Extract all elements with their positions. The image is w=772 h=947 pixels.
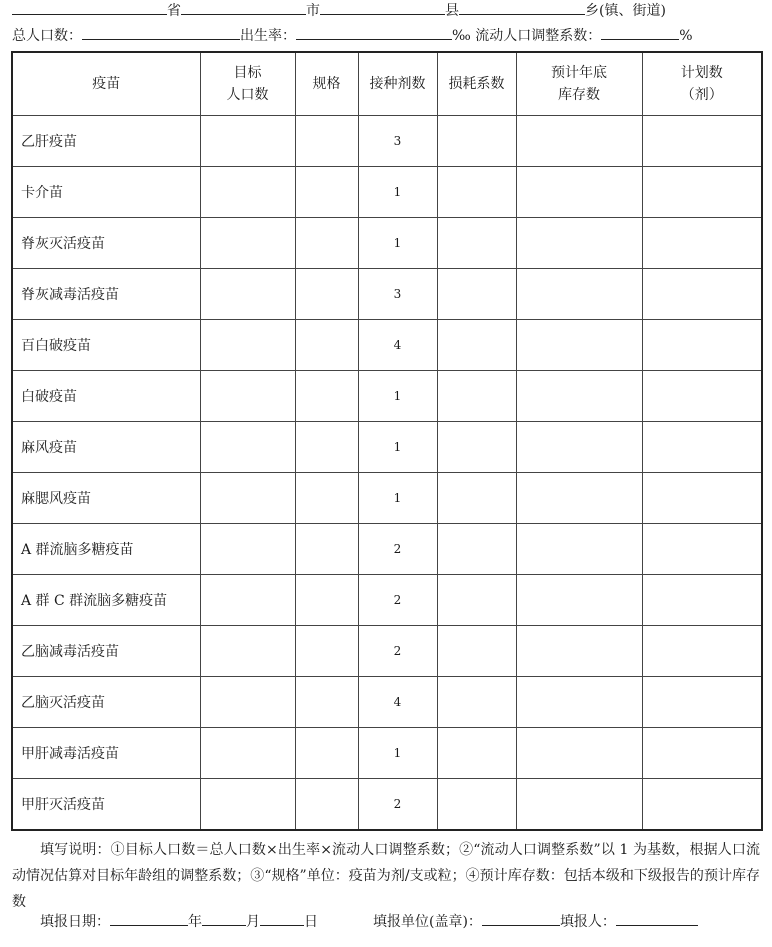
- doses-cell: 1: [358, 728, 437, 779]
- loss-header: 损耗系数: [437, 52, 516, 116]
- person-field[interactable]: [616, 911, 698, 926]
- doses-cell: 1: [358, 218, 437, 269]
- plan-cell[interactable]: [642, 371, 762, 422]
- spec-cell[interactable]: [295, 269, 358, 320]
- date-label: 填报日期：: [40, 914, 110, 930]
- day-label: 日: [304, 914, 318, 930]
- table-row: [12, 677, 762, 728]
- doses-cell: 4: [358, 677, 437, 728]
- vaccine-plan-table: [11, 51, 763, 831]
- county-field[interactable]: [320, 0, 445, 15]
- plan-cell[interactable]: [642, 524, 762, 575]
- spec-cell[interactable]: [295, 779, 358, 831]
- vaccine-header: 疫苗: [12, 52, 200, 116]
- loss-cell[interactable]: [437, 269, 516, 320]
- table-row: [12, 167, 762, 218]
- township-field[interactable]: [459, 0, 585, 15]
- spec-cell[interactable]: [295, 116, 358, 167]
- doses-cell: 3: [358, 116, 437, 167]
- vaccine-name-cell: 乙脑灭活疫苗: [12, 677, 200, 728]
- table-row: [12, 371, 762, 422]
- doses-cell: 2: [358, 626, 437, 677]
- stock-cell[interactable]: [516, 269, 642, 320]
- doses-cell: 2: [358, 524, 437, 575]
- vaccine-name-cell: 脊灰灭活疫苗: [12, 218, 200, 269]
- unit-field[interactable]: [482, 911, 560, 926]
- target-pop-cell[interactable]: [200, 779, 295, 831]
- target-pop-cell[interactable]: [200, 728, 295, 779]
- target-pop-cell[interactable]: [200, 422, 295, 473]
- vaccine-name-cell: A 群 C 群流脑多糖疫苗: [12, 575, 200, 626]
- day-field[interactable]: [260, 911, 304, 926]
- plan-cell[interactable]: [642, 626, 762, 677]
- plan-cell[interactable]: [642, 422, 762, 473]
- vaccine-name-cell: 乙脑减毒活疫苗: [12, 626, 200, 677]
- plan-cell[interactable]: [642, 116, 762, 167]
- doses-cell: 4: [358, 320, 437, 371]
- doses-cell: 1: [358, 371, 437, 422]
- table-row: [12, 779, 762, 831]
- plan-cell[interactable]: [642, 167, 762, 218]
- target-pop-cell[interactable]: [200, 473, 295, 524]
- loss-cell[interactable]: [437, 677, 516, 728]
- plan-cell[interactable]: [642, 473, 762, 524]
- doses-cell: 2: [358, 779, 437, 831]
- stock-cell[interactable]: [516, 473, 642, 524]
- vaccine-name-cell: 甲肝灭活疫苗: [12, 779, 200, 831]
- doses-cell: 1: [358, 167, 437, 218]
- spec-cell[interactable]: [295, 728, 358, 779]
- plan-cell[interactable]: [642, 320, 762, 371]
- spec-cell[interactable]: [295, 677, 358, 728]
- stock-cell[interactable]: [516, 218, 642, 269]
- header-row: [12, 52, 762, 116]
- plan-header: 计划数 （剂）: [642, 52, 762, 116]
- birth-rate-label: 出生率：: [240, 28, 296, 44]
- fill-instructions: 填写说明：①目标人口数＝总人口数×出生率×流动人口调整系数；②“流动人口调整系数”以 1 为基数，根据人口流动情况估算对目标年龄组的调整系数；③“规格”单位：疫苗为剂/支或粒；④预计库存数：包括本级和下级报告的预计库存数: [12, 842, 760, 910]
- stock-cell[interactable]: [516, 320, 642, 371]
- vaccine-name-cell: 脊灰减毒活疫苗: [12, 269, 200, 320]
- target-pop-cell[interactable]: [200, 677, 295, 728]
- plan-cell[interactable]: [642, 677, 762, 728]
- stock-cell[interactable]: [516, 626, 642, 677]
- doses-cell: 1: [358, 473, 437, 524]
- loss-cell[interactable]: [437, 728, 516, 779]
- vaccine-name-cell: 甲肝减毒活疫苗: [12, 728, 200, 779]
- vaccine-name-cell: 白破疫苗: [12, 371, 200, 422]
- target-pop-cell[interactable]: [200, 116, 295, 167]
- birth-rate-field[interactable]: [296, 25, 452, 40]
- table-row: [12, 320, 762, 371]
- spec-header: 规格: [295, 52, 358, 116]
- vaccine-name-cell: 麻风疫苗: [12, 422, 200, 473]
- footer-line: [12, 911, 760, 933]
- stock-cell[interactable]: [516, 422, 642, 473]
- vaccine-name-cell: 麻腮风疫苗: [12, 473, 200, 524]
- stock-cell[interactable]: [516, 524, 642, 575]
- loss-cell[interactable]: [437, 218, 516, 269]
- region-line: [12, 0, 760, 22]
- vaccine-name-cell: 百白破疫苗: [12, 320, 200, 371]
- loss-cell[interactable]: [437, 371, 516, 422]
- table-row: [12, 473, 762, 524]
- spec-cell[interactable]: [295, 167, 358, 218]
- table-row: [12, 626, 762, 677]
- spec-cell[interactable]: [295, 371, 358, 422]
- target-pop-cell[interactable]: [200, 371, 295, 422]
- percent-sign: %: [679, 28, 693, 44]
- city-label: 市: [306, 3, 320, 19]
- spec-cell[interactable]: [295, 320, 358, 371]
- total-pop-field[interactable]: [82, 25, 240, 40]
- loss-cell[interactable]: [437, 779, 516, 831]
- target-pop-cell[interactable]: [200, 167, 295, 218]
- doses-header: 接种剂数: [358, 52, 437, 116]
- unit-label: 填报单位(盖章)：: [373, 914, 482, 930]
- spec-cell[interactable]: [295, 524, 358, 575]
- stock-cell[interactable]: [516, 575, 642, 626]
- table-row: [12, 422, 762, 473]
- plan-cell[interactable]: [642, 269, 762, 320]
- stock-cell[interactable]: [516, 677, 642, 728]
- month-label: 月: [246, 914, 260, 930]
- plan-cell[interactable]: [642, 218, 762, 269]
- township-label: 乡(镇、街道): [585, 3, 666, 19]
- province-field[interactable]: [12, 0, 167, 15]
- target-pop-cell[interactable]: [200, 575, 295, 626]
- loss-cell[interactable]: [437, 524, 516, 575]
- stock-cell[interactable]: [516, 371, 642, 422]
- target-pop-cell[interactable]: [200, 269, 295, 320]
- spec-cell[interactable]: [295, 422, 358, 473]
- plan-cell[interactable]: [642, 728, 762, 779]
- month-field[interactable]: [202, 911, 246, 926]
- person-label: 填报人：: [559, 914, 616, 930]
- vaccine-name-cell: 乙肝疫苗: [12, 116, 200, 167]
- loss-cell[interactable]: [437, 167, 516, 218]
- doses-cell: 1: [358, 422, 437, 473]
- table-row: [12, 116, 762, 167]
- loss-cell[interactable]: [437, 575, 516, 626]
- plan-cell[interactable]: [642, 779, 762, 831]
- loss-cell[interactable]: [437, 320, 516, 371]
- loss-cell[interactable]: [437, 473, 516, 524]
- spec-cell[interactable]: [295, 575, 358, 626]
- spec-cell[interactable]: [295, 473, 358, 524]
- stock-cell[interactable]: [516, 779, 642, 831]
- city-field[interactable]: [181, 0, 306, 15]
- permille-sign: ‰: [452, 28, 471, 44]
- table-row: [12, 269, 762, 320]
- target-pop-header: 目标 人口数: [200, 52, 295, 116]
- spec-cell[interactable]: [295, 218, 358, 269]
- year-label: 年: [188, 914, 202, 930]
- doses-cell: 3: [358, 269, 437, 320]
- target-pop-cell[interactable]: [200, 626, 295, 677]
- table-row: [12, 218, 762, 269]
- target-pop-cell[interactable]: [200, 218, 295, 269]
- plan-cell[interactable]: [642, 575, 762, 626]
- spec-cell[interactable]: [295, 626, 358, 677]
- year-field[interactable]: [110, 911, 188, 926]
- target-pop-cell[interactable]: [200, 524, 295, 575]
- county-label: 县: [445, 3, 459, 19]
- total-pop-label: 总人口数：: [12, 28, 82, 44]
- target-pop-cell[interactable]: [200, 320, 295, 371]
- population-line: [12, 25, 760, 47]
- vaccine-name-cell: A 群流脑多糖疫苗: [12, 524, 200, 575]
- stock-cell[interactable]: [516, 167, 642, 218]
- float-field[interactable]: [601, 25, 679, 40]
- loss-cell[interactable]: [437, 626, 516, 677]
- doses-cell: 2: [358, 575, 437, 626]
- loss-cell[interactable]: [437, 422, 516, 473]
- float-label: 流动人口调整系数：: [475, 28, 602, 44]
- stock-cell[interactable]: [516, 116, 642, 167]
- table-row: [12, 728, 762, 779]
- table-row: [12, 524, 762, 575]
- stock-header: 预计年底 库存数: [516, 52, 642, 116]
- stock-cell[interactable]: [516, 728, 642, 779]
- table-row: [12, 575, 762, 626]
- vaccine-name-cell: 卡介苗: [12, 167, 200, 218]
- loss-cell[interactable]: [437, 116, 516, 167]
- province-label: 省: [167, 3, 181, 19]
